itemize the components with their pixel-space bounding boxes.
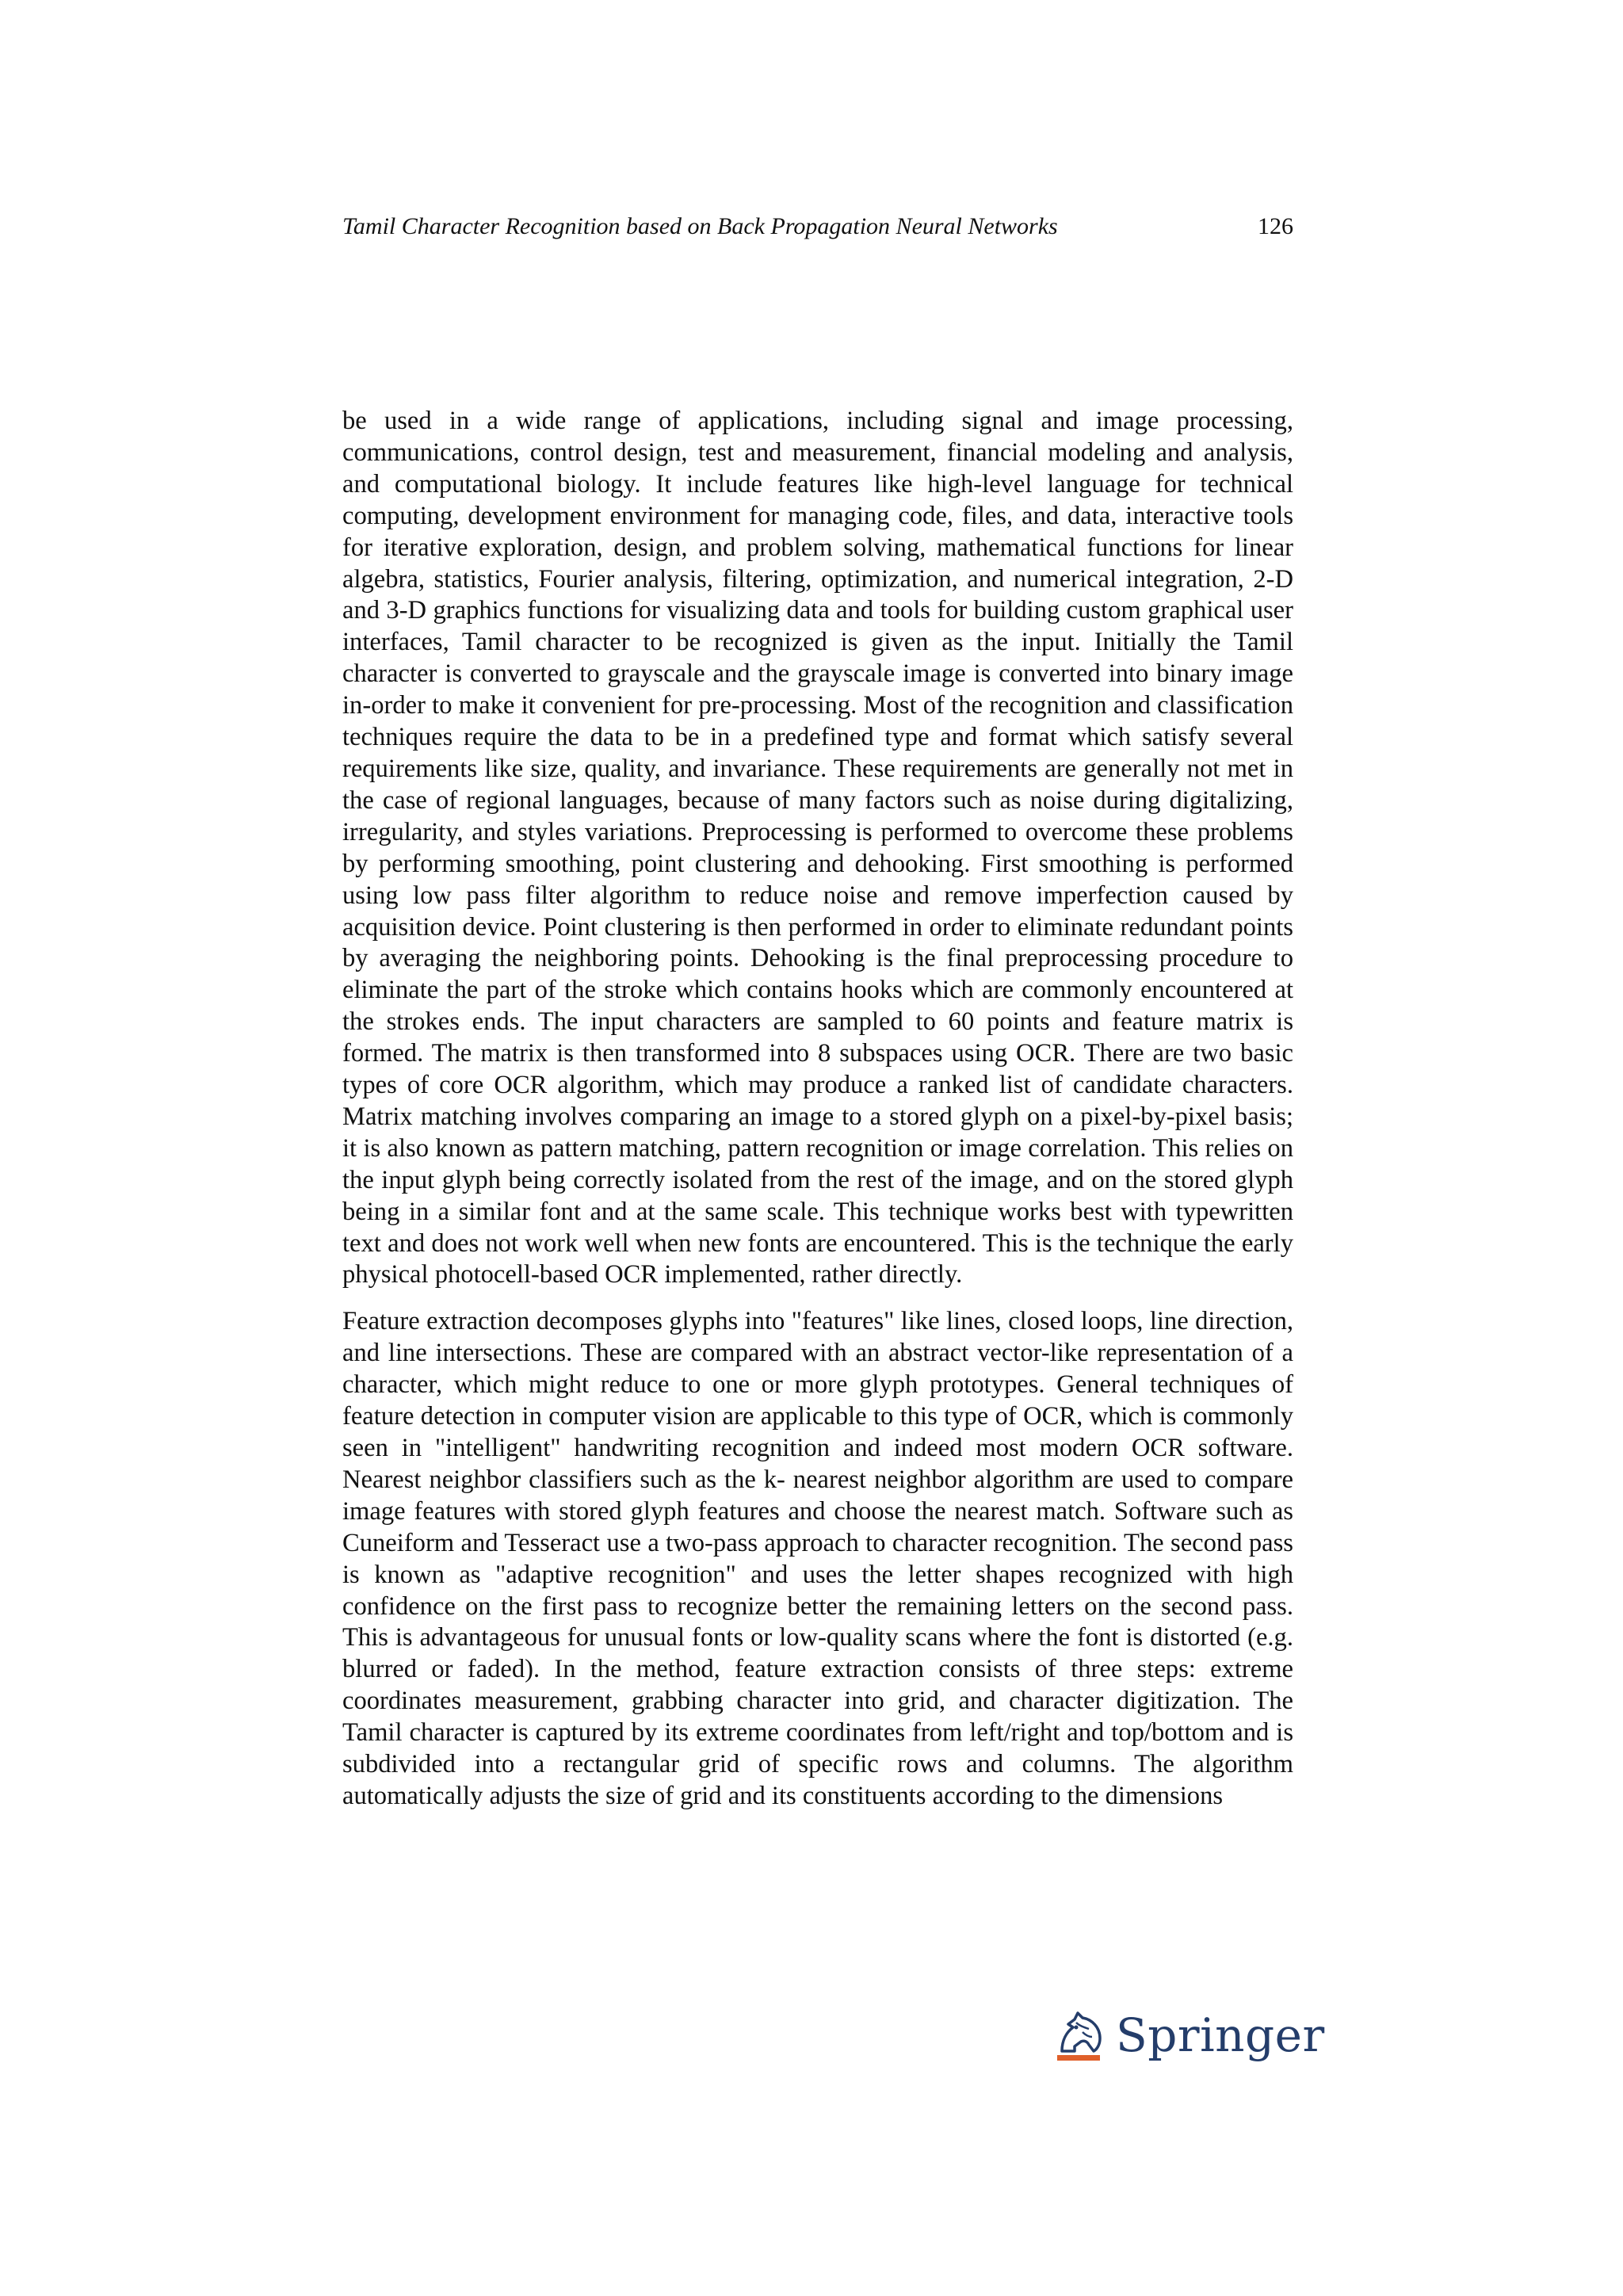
- paragraph-1: be used in a wide range of applications, including signal and image processing, communications, control design, test and measurement, financial modeling and analysis, and computational biology. It include features like high-level language for technical computing, development environment for managing code, files, and data, interactive tools for iterative exploration, design, and problem solving, mathematical functions for linear algebra, statistics, Fourier analysis, filtering, optimization, and numerical integration, 2-D and 3-D graphics functions for visualizing data and tools for building custom graphical user interfaces, Tamil character to be recognized is given as the input. Initially the Tamil character is converted to grayscale and the grayscale image is converted into binary image in-order to make it convenient for pre-processing. Most of the recognition and classification techniques require the data to be in a predefined type and format which satisfy several requirements like size, quality, and invariance. These requirements are generally not met in the case of regional languages, because of many factors such as noise during digitalizing, irregularity, and styles variations. Preprocessing is performed to overcome these problems by performing smoothing, point clustering and dehooking. First smoothing is performed using low pass filter algorithm to reduce noise and remove imperfection caused by acquisition device. Point clustering is then performed in order to eliminate redundant points by averaging the neighboring points. Dehooking is the final preprocessing procedure to eliminate the part of the stroke which contains hooks which are commonly encountered at the strokes ends. The input characters are sampled to 60 points and feature matrix is formed. The matrix is then transformed into 8 subspaces using OCR. There are two basic types of core OCR algorithm, which may produce a ranked list of candidate characters. Matrix matching involves comparing an image to a stored glyph on a pixel-by-pixel basis; it is also known as pattern matching, pattern recognition or image correlation. This relies on the input glyph being correctly isolated from the rest of the image, and on the stored glyph being in a similar font and at the same scale. This technique works best with typewritten text and does not work well when new fonts are encountered. This is the technique the early physical photocell-based OCR implemented, rather directly.: [342, 407, 1293, 1289]
- page-number: 126: [1258, 213, 1293, 239]
- paragraph-2: Feature extraction decomposes glyphs into "features" like lines, closed loops, line direction, and line intersections. These are compared with an abstract vector-like representation of a character, which might reduce to one or more glyph prototypes. General techniques of feature detection in computer vision are applicable to this type of OCR, which is commonly seen in "intelligent" handwriting recognition and indeed most modern OCR software. Nearest neighbor classifiers such as the k- nearest neighbor algorithm are used to compare image features with stored glyph features and choose the nearest match. Software such as Cuneiform and Tesseract use a two-pass approach to character recognition. The second pass is known as "adaptive recognition" and uses the letter shapes recognized with high confidence on the first pass to recognize better the remaining letters on the second pass. This is advantageous for unusual fonts or low-quality scans where the font is distorted (e.g. blurred or faded). In the method, feature extraction consists of three steps: extreme coordinates measurement, grabbing character into grid, and character digitization. The Tamil character is captured by its extreme coordinates from left/right and top/bottom and is subdivided into a rectangular grid of specific rows and columns. The algorithm automatically adjusts the size of grid and its constituents according to the dimensions: [342, 1307, 1293, 1810]
- springer-horse-icon: [1051, 2005, 1108, 2065]
- body-text: [342, 406, 1293, 1828]
- running-title: Tamil Character Recognition based on Back Propagation Neural Networks: [342, 213, 1058, 239]
- running-header: [342, 211, 1293, 243]
- publisher-logo: [1051, 2002, 1325, 2069]
- publisher-name: Springer: [1116, 2008, 1325, 2062]
